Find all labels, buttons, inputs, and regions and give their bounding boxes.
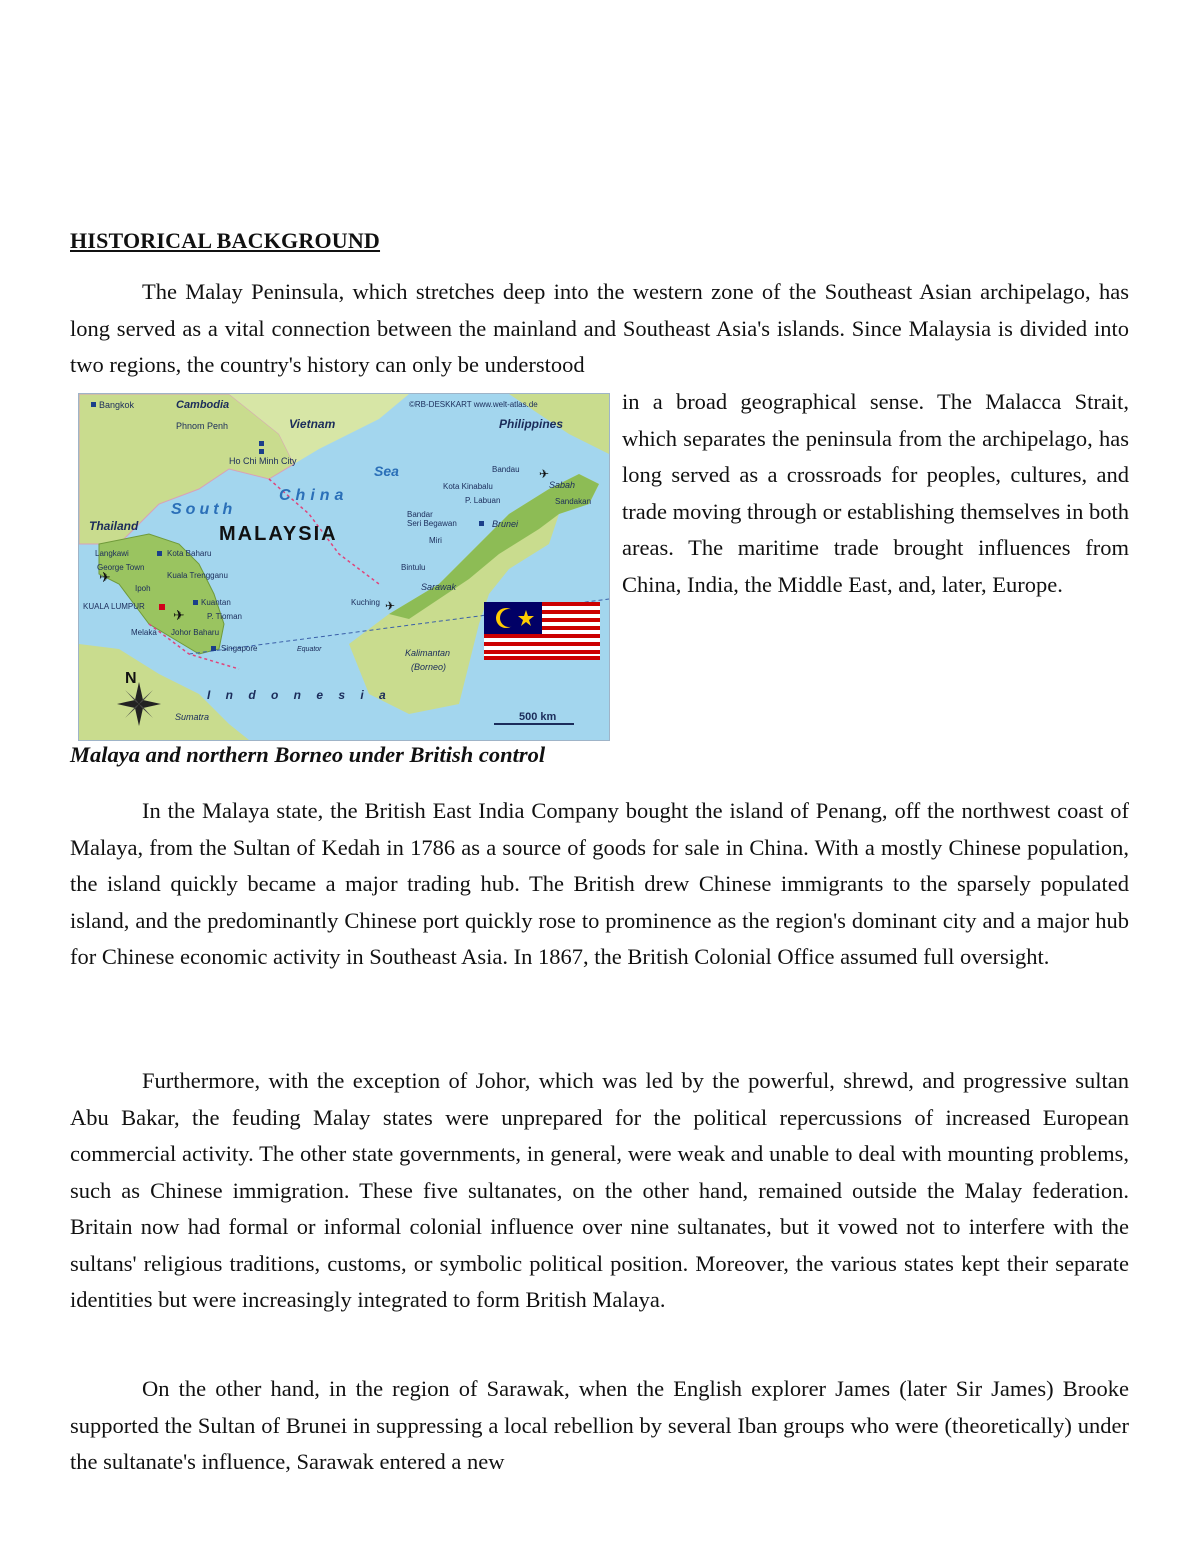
map-north-label: N bbox=[125, 670, 137, 687]
paragraph-penang: In the Malaya state, the British East India Company bought the island of Penang, off the northwest coast of Malaya, from the Sultan of Kedah in 1786 as a source of goods for sale in China. With a mostly Chinese population, the island quickly became a major trading hub. The British drew Chinese immigrants to the sparsely populated island, and the predominantly Chinese port quickly rose to prominence as the region's dominant city and a major hub for Chinese economic activity in Southeast Asia. In 1867, the British Colonial Office assumed full oversight. bbox=[70, 798, 1129, 969]
airplane-icon: ✈ bbox=[99, 571, 111, 586]
map-country-vietnam: Vietnam bbox=[289, 417, 336, 431]
map-city-p-tioman: P. Tioman bbox=[207, 612, 242, 621]
map-city-ipoh: Ipoh bbox=[135, 584, 151, 593]
map-city-johor-baharu: Johor Baharu bbox=[171, 628, 220, 637]
map-marker-kota-baharu bbox=[157, 551, 162, 556]
map-city-phnom-penh: Phnom Penh bbox=[176, 421, 229, 431]
map-region-sumatra: Sumatra bbox=[175, 712, 210, 722]
paragraph-sarawak: On the other hand, in the region of Sarawak, when the English explorer James (later Sir James) Brooke supported the Sultan of Brunei in suppressing a local rebellion by several Iban groups who were (theoretically) under the sultanate's influence, Sarawak entered a new bbox=[70, 1376, 1129, 1474]
paragraph-sultanates: Furthermore, with the exception of Johor, which was led by the powerful, shrewd, and progressive sultan Abu Bakar, the feuding Malay states were unprepared for the political repercussions of increased European commercial activity. The other state governments, in general, were weak and unable to deal with mounting problems, such as Chinese immigration. These five sultanates, on the other hand, remained outside the Malay federation. Britain now had formal or informal colonial influence over nine sultanates, but it vowed not to interfere with the sultans' religious traditions, customs, or symbolic political position. Moreover, the various states kept their separate identities but were increasingly integrated to form British Malaya. bbox=[70, 1068, 1129, 1312]
map-marker-singapore bbox=[211, 646, 216, 651]
map-sea-label-3: Sea bbox=[374, 463, 399, 479]
paragraph-intro: The Malay Peninsula, which stretches deep into the western zone of the Southeast Asian archipelago, has long served as a vital connection between the mainland and Southeast Asia's islands. Since Malaysia is divided into two regions, the country's history can only be understood bbox=[70, 279, 1129, 377]
paragraph-intro-continued: in a broad geographical sense. The Malacca Strait, which separates the peninsula from the archipelago, has long served as a crossroads for peoples, cultures, and trade moving through or establishing themselves in both areas. The maritime trade brought influences from China, India, the Middle East, and, later, Europe. bbox=[622, 389, 1129, 597]
map-city-kuching: Kuching bbox=[351, 598, 380, 607]
map-city-p-labuan: P. Labuan bbox=[465, 496, 501, 505]
map-sea-label-2: China bbox=[279, 487, 349, 504]
airplane-icon: ✈ bbox=[539, 467, 550, 481]
map-marker-kuantan bbox=[193, 600, 198, 605]
map-city-bandar: Bandar bbox=[407, 510, 433, 519]
map-city-langkawi: Langkawi bbox=[95, 549, 129, 558]
map-marker-ho-chi-minh bbox=[259, 449, 264, 454]
map-marker-brunei bbox=[479, 521, 484, 526]
section-subheading: Malaya and northern Borneo under British control bbox=[70, 742, 546, 767]
map-region-sabah: Sabah bbox=[549, 480, 576, 490]
map-city-kota-kinabalu: Kota Kinabalu bbox=[443, 482, 493, 491]
malaysia-flag-icon bbox=[484, 602, 600, 660]
map-city-kuala-trengganu: Kuala Trengganu bbox=[167, 571, 228, 580]
map-country-philippines: Philippines bbox=[499, 417, 564, 431]
map-sea-label-1: South bbox=[171, 501, 237, 518]
map-city-sandakan: Sandakan bbox=[555, 497, 592, 506]
map-scale-label: 500 km bbox=[519, 711, 557, 723]
map-copyright: ©RB-DESKKART www.welt-atlas.de bbox=[409, 400, 538, 409]
map-marker-phnom-penh bbox=[259, 441, 264, 446]
map-country-brunei: Brunei bbox=[492, 519, 519, 529]
map-city-kuala-lumpur: KUALA LUMPUR bbox=[83, 602, 145, 611]
map-svg bbox=[79, 394, 609, 740]
map-city-bangkok: Bangkok bbox=[99, 400, 135, 410]
map-country-cambodia: Cambodia bbox=[176, 399, 230, 411]
airplane-icon: ✈ bbox=[173, 609, 185, 624]
map-equator-label: Equator bbox=[297, 646, 322, 653]
map-country-indonesia: I n d o n e s i a bbox=[207, 688, 392, 702]
map-region-kalimantan: Kalimantan bbox=[405, 648, 451, 658]
map-region-sarawak: Sarawak bbox=[421, 582, 457, 592]
malaysia-map bbox=[78, 393, 610, 741]
map-city-melaka: Melaka bbox=[131, 628, 157, 637]
map-city-kuantan: Kuantan bbox=[201, 598, 231, 607]
map-marker-kuala-lumpur bbox=[159, 604, 165, 610]
map-city-george-town: George Town bbox=[97, 563, 145, 572]
map-marker-bangkok bbox=[91, 402, 96, 407]
map-city-kota-baharu: Kota Baharu bbox=[167, 549, 212, 558]
map-city-singapore: Singapore bbox=[221, 644, 258, 653]
map-city-ho-chi-minh: Ho Chi Minh City bbox=[229, 456, 297, 466]
map-city-seri-begawan: Seri Begawan bbox=[407, 519, 457, 528]
map-city-bintulu: Bintulu bbox=[401, 563, 426, 572]
section-heading: HISTORICAL BACKGROUND bbox=[70, 228, 381, 253]
map-city-bandau: Bandau bbox=[492, 465, 520, 474]
map-city-miri: Miri bbox=[429, 536, 442, 545]
map-region-borneo: (Borneo) bbox=[411, 662, 447, 672]
airplane-icon: ✈ bbox=[385, 599, 396, 613]
map-country-thailand: Thailand bbox=[89, 519, 139, 533]
map-title: MALAYSIA bbox=[219, 523, 338, 545]
